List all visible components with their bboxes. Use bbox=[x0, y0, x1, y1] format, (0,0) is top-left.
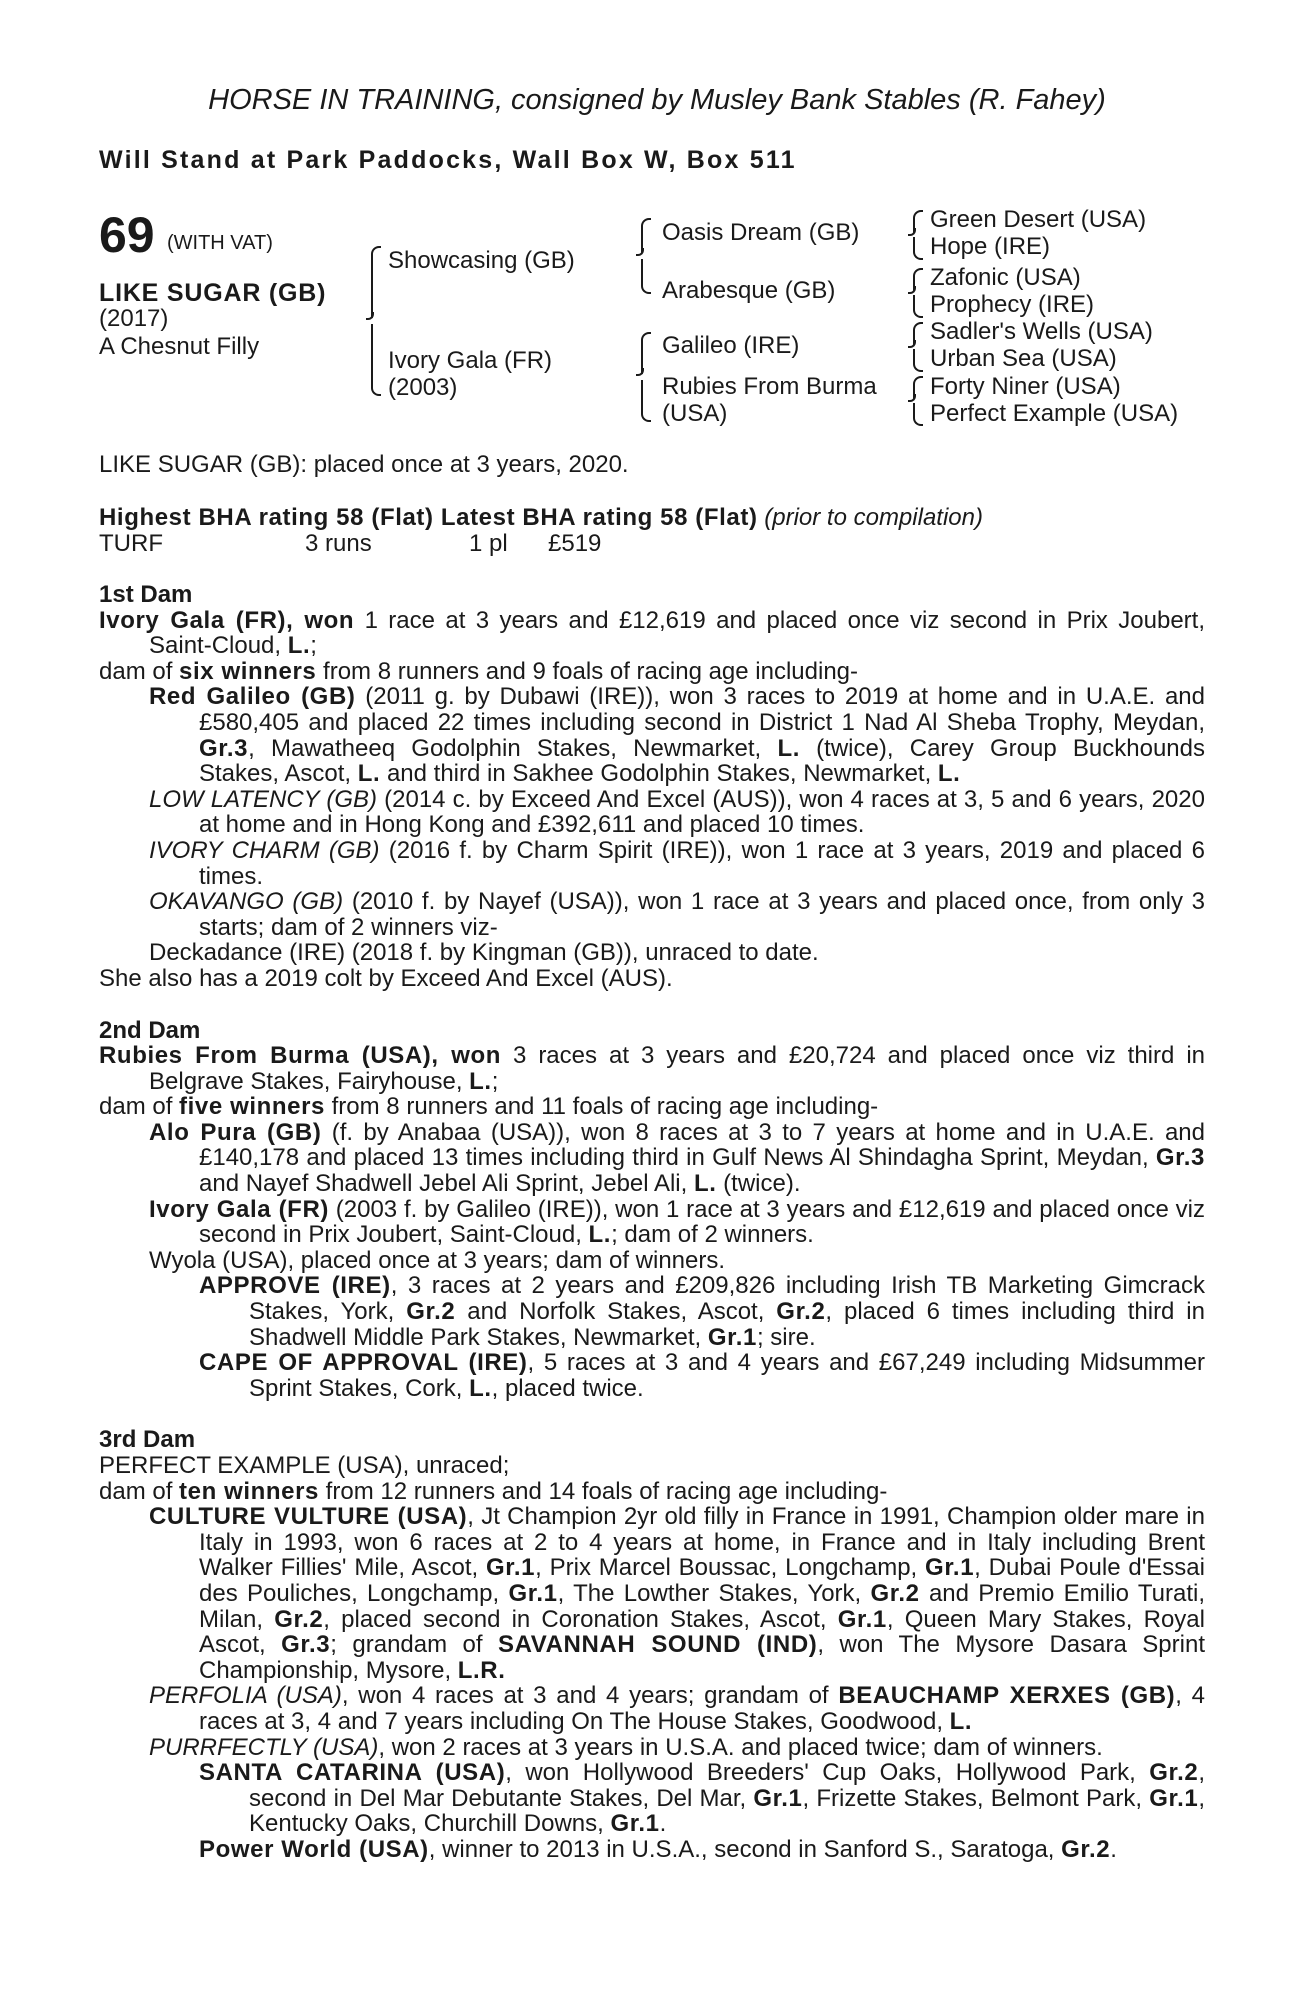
cv-grade-5: Gr.2 bbox=[274, 1605, 324, 1633]
pedigree-brace bbox=[908, 322, 922, 372]
ivory-gala-name: Ivory Gala (FR) bbox=[149, 1195, 329, 1223]
dam1-produce bbox=[99, 659, 1205, 685]
pedigree-dam-year: (2003) bbox=[388, 374, 458, 401]
red-galileo-listed-1: L. bbox=[777, 734, 800, 762]
dam1-produce-a: dam of bbox=[99, 657, 180, 685]
rating-text: Highest BHA rating 58 (Flat) Latest BHA rating 58 (Flat) bbox=[99, 504, 758, 531]
cv-grade-4: Gr.2 bbox=[870, 1579, 920, 1607]
produce-red-galileo bbox=[99, 684, 1205, 786]
dam1-text: 1 race at 3 years and £12,619 and placed once viz second in Prix Joubert, Saint-Cloud, bbox=[149, 606, 1206, 660]
ivory-gala-b: ; dam of 2 winners. bbox=[611, 1221, 814, 1249]
record-placed: 1 pl bbox=[469, 530, 508, 557]
horse-name: LIKE SUGAR (GB) bbox=[99, 279, 327, 307]
pedigree-brace bbox=[908, 210, 922, 260]
dam1-name: Ivory Gala (FR) bbox=[99, 606, 287, 634]
dam1-also: She also has a 2019 colt by Exceed And Excel (AUS). bbox=[99, 964, 673, 992]
purrfectly-name: PURRFECTLY (USA) bbox=[149, 1733, 379, 1761]
dam1-listed: L. bbox=[287, 632, 311, 660]
dam2-text: 3 races at 3 years and £20,724 and placed once viz third in Belgrave Stakes, Fairyhouse, bbox=[149, 1042, 1206, 1095]
pedigree-sire-dam: Arabesque (GB) bbox=[662, 277, 836, 304]
dam3-produce-b: ten winners bbox=[179, 1477, 320, 1505]
dam1-heading: 1st Dam bbox=[99, 581, 193, 608]
power-world-grade: Gr.2 bbox=[1061, 1835, 1111, 1863]
pedigree-sire-sire: Oasis Dream (GB) bbox=[662, 219, 860, 246]
pedigree-dam-dam: Rubies From Burma bbox=[662, 373, 877, 400]
dam1-record bbox=[99, 608, 1205, 659]
approve-d: ; sire. bbox=[756, 1323, 816, 1351]
santa-catarina-grade-3: Gr.1 bbox=[1149, 1784, 1199, 1812]
santa-catarina-name: SANTA CATARINA (USA) bbox=[199, 1759, 506, 1787]
horse-year: (2017) bbox=[99, 305, 169, 332]
pedigree-dam-sire: Galileo (IRE) bbox=[662, 332, 800, 359]
pedigree-sss: Green Desert (USA) bbox=[930, 206, 1147, 233]
alo-pura-b: and Nayef Shadwell Jebel Ali Sprint, Jebel Ali, bbox=[199, 1170, 694, 1198]
low-latency-name: LOW LATENCY (GB) bbox=[149, 785, 378, 813]
dam2-listed: L. bbox=[469, 1067, 492, 1095]
page-header: HORSE IN TRAINING, consigned by Musley Bank Stables (R. Fahey) bbox=[208, 84, 1106, 116]
bha-rating bbox=[99, 505, 1205, 531]
perfolia-a: , won 4 races at 3 and 4 years; grandam of bbox=[341, 1682, 839, 1710]
pedigree-dss: Sadler's Wells (USA) bbox=[930, 318, 1153, 345]
cv-c: , Dubai Poule d'Essai des Pouliches, Longchamp, bbox=[199, 1554, 1205, 1607]
pedigree-ssd: Hope (IRE) bbox=[930, 233, 1051, 260]
santa-catarina-d: , Kentucky Oaks, Churchill Downs, bbox=[249, 1784, 1205, 1838]
horse-description: A Chesnut Filly bbox=[99, 333, 260, 360]
dam2-end: ; bbox=[491, 1067, 499, 1095]
dam1-won: , won bbox=[286, 606, 355, 634]
alo-pura-a: (f. by Anabaa (USA)), won 8 races at 3 to 7 years at home and in U.A.E. and £140,178 and placed 13 times including third in Gulf News Al Shindagha Sprint, Meydan, bbox=[199, 1118, 1205, 1172]
produce-alo-pura bbox=[99, 1120, 1205, 1197]
pedigree-dam-dam-origin: (USA) bbox=[662, 400, 728, 427]
lot-vat: (WITH VAT) bbox=[167, 232, 273, 254]
pedigree-sdd: Prophecy (IRE) bbox=[930, 291, 1095, 318]
cv-listed-restricted: L.R. bbox=[457, 1656, 506, 1684]
produce-power-world bbox=[99, 1837, 1205, 1863]
cv-g: , Queen Mary Stakes, Royal Ascot, bbox=[199, 1605, 1205, 1659]
pedigree-brace bbox=[636, 332, 650, 422]
dam2-produce-a: dam of bbox=[99, 1093, 180, 1121]
dam3-produce-c: from 12 runners and 14 foals of racing age including- bbox=[319, 1477, 888, 1505]
red-galileo-c: (twice), Carey Group Buckhounds Stakes, Ascot, bbox=[199, 734, 1205, 788]
pedigree-dds: Forty Niner (USA) bbox=[930, 373, 1121, 400]
approve-b: and Norfolk Stakes, Ascot, bbox=[455, 1298, 777, 1326]
perfolia-listed: L. bbox=[949, 1707, 973, 1735]
cv-h: ; grandam of bbox=[330, 1631, 499, 1659]
ivory-charm-name: IVORY CHARM (GB) bbox=[149, 836, 380, 864]
lot-number: 69 bbox=[99, 207, 155, 263]
cape-name: CAPE OF APPROVAL (IRE) bbox=[199, 1349, 528, 1377]
red-galileo-d: and third in Sakhee Godolphin Stakes, Newmarket, bbox=[380, 760, 938, 788]
dam2-won: , won bbox=[431, 1042, 502, 1070]
pedigree-sds: Zafonic (USA) bbox=[930, 264, 1081, 291]
cv-f: , placed second in Coronation Stakes, Ascot, bbox=[323, 1605, 838, 1633]
ivory-gala-a: (2003 f. by Galileo (IRE)), won 1 race at 3 years and £12,619 and placed once viz second in Prix Joubert, Saint-Cloud, bbox=[199, 1195, 1205, 1249]
cape-listed: L. bbox=[469, 1374, 492, 1402]
pedigree-dsd: Urban Sea (USA) bbox=[930, 345, 1117, 372]
dam3-name: PERFECT EXAMPLE (USA), unraced; bbox=[99, 1452, 510, 1479]
performance-summary: LIKE SUGAR (GB): placed once at 3 years, 2020. bbox=[99, 451, 629, 478]
santa-catarina-a: , won Hollywood Breeders' Cup Oaks, Hollywood Park, bbox=[505, 1759, 1150, 1787]
ivory-charm-text: (2016 f. by Charm Spirit (IRE)), won 1 race at 3 years, 2019 and placed 6 times. bbox=[199, 836, 1205, 890]
power-world-b: . bbox=[1110, 1835, 1117, 1863]
pedigree-dam: Ivory Gala (FR) bbox=[388, 347, 553, 374]
dam1-produce-b: six winners bbox=[179, 657, 317, 685]
purrfectly-a: , won 2 races at 3 years in U.S.A. and placed twice; dam of winners. bbox=[378, 1733, 1103, 1761]
produce-wyola: Wyola (USA), placed once at 3 years; dam of winners. bbox=[149, 1246, 726, 1274]
pedigree-brace bbox=[366, 246, 380, 396]
alo-pura-name: Alo Pura (GB) bbox=[149, 1118, 322, 1146]
okavango-text: (2010 f. by Nayef (USA)), won 1 race at 3 years and placed once, from only 3 starts; dam of 2 winners viz- bbox=[199, 888, 1206, 941]
dam2-heading: 2nd Dam bbox=[99, 1016, 201, 1044]
perfolia-b: , 4 races at 3, 4 and 7 years including On The House Stakes, Goodwood, bbox=[199, 1682, 1205, 1735]
pedigree-sire: Showcasing (GB) bbox=[388, 247, 575, 274]
red-galileo-listed-3: L. bbox=[937, 760, 961, 788]
record-surface: TURF bbox=[99, 530, 163, 557]
red-galileo-b: , Mawatheeq Godolphin Stakes, Newmarket, bbox=[248, 734, 778, 762]
produce-ivory-gala bbox=[99, 1197, 1205, 1248]
cv-i: , won The Mysore Dasara Sprint Championship, Mysore, bbox=[199, 1631, 1205, 1684]
alo-pura-listed: L. bbox=[693, 1170, 717, 1198]
santa-catarina-c: , Frizette Stakes, Belmont Park, bbox=[802, 1784, 1150, 1812]
produce-deckadance: Deckadance (IRE) (2018 f. by Kingman (GB)), unraced to date. bbox=[149, 939, 819, 967]
dam2-name: Rubies From Burma (USA) bbox=[99, 1042, 432, 1070]
produce-culture-vulture bbox=[99, 1504, 1205, 1683]
cv-savannah-sound: SAVANNAH SOUND (IND) bbox=[498, 1631, 818, 1659]
cv-e: and Premio Emilio Turati, Milan, bbox=[199, 1579, 1205, 1633]
santa-catarina-grade-1: Gr.2 bbox=[1149, 1759, 1199, 1787]
produce-cape-of-approval bbox=[99, 1350, 1205, 1401]
alo-pura-c: (twice). bbox=[716, 1170, 801, 1198]
dam2-record bbox=[99, 1043, 1205, 1094]
produce-santa-catarina bbox=[99, 1760, 1205, 1837]
dam1-produce-c: from 8 runners and 9 foals of racing age including- bbox=[316, 657, 859, 685]
santa-catarina-b: , second in Del Mar Debutante Stakes, Del Mar, bbox=[249, 1759, 1205, 1812]
cv-name: CULTURE VULTURE (USA) bbox=[149, 1503, 468, 1531]
red-galileo-grade: Gr.3 bbox=[199, 734, 249, 762]
red-galileo-name: Red Galileo (GB) bbox=[149, 683, 356, 711]
cv-grade-6: Gr.1 bbox=[837, 1605, 887, 1633]
pedigree-brace bbox=[636, 218, 650, 294]
dam3-produce-a: dam of bbox=[99, 1477, 180, 1505]
santa-catarina-grade-4: Gr.1 bbox=[610, 1810, 660, 1838]
cv-grade-7: Gr.3 bbox=[281, 1631, 331, 1659]
dam3-produce bbox=[99, 1479, 1205, 1505]
santa-catarina-e: . bbox=[659, 1810, 667, 1838]
record-earnings: £519 bbox=[548, 530, 602, 557]
produce-approve bbox=[99, 1273, 1205, 1350]
perfolia-name: PERFOLIA (USA) bbox=[149, 1682, 342, 1710]
approve-grade-2: Gr.2 bbox=[776, 1298, 826, 1326]
stand-location: Will Stand at Park Paddocks, Wall Box W, Box 511 bbox=[99, 146, 797, 174]
approve-a: , 3 races at 2 years and £209,826 including Irish TB Marketing Gimcrack Stakes, York, bbox=[249, 1272, 1205, 1326]
ivory-gala-listed: L. bbox=[588, 1221, 612, 1249]
santa-catarina-grade-2: Gr.1 bbox=[753, 1784, 803, 1812]
produce-low-latency bbox=[99, 787, 1205, 838]
rating-note: (prior to compilation) bbox=[764, 504, 983, 531]
produce-ivory-charm bbox=[99, 838, 1205, 889]
approve-grade-3: Gr.1 bbox=[707, 1323, 757, 1351]
record-runs: 3 runs bbox=[305, 530, 372, 557]
produce-okavango bbox=[99, 889, 1205, 940]
cv-d: , The Lowther Stakes, York, bbox=[557, 1579, 871, 1607]
dam-sections bbox=[99, 582, 1205, 1863]
cv-grade-1: Gr.1 bbox=[486, 1554, 536, 1582]
dam3-heading: 3rd Dam bbox=[99, 1426, 196, 1454]
power-world-name: Power World (USA) bbox=[199, 1835, 429, 1863]
cape-b: , placed twice. bbox=[491, 1374, 644, 1402]
cv-grade-3: Gr.1 bbox=[508, 1579, 558, 1607]
pedigree-ddd: Perfect Example (USA) bbox=[930, 400, 1179, 427]
okavango-name: OKAVANGO (GB) bbox=[149, 888, 344, 916]
produce-purrfectly bbox=[99, 1735, 1205, 1761]
pedigree-brace bbox=[908, 268, 922, 318]
dam2-produce-c: from 8 runners and 11 foals of racing age including- bbox=[324, 1093, 879, 1121]
cape-a: , 5 races at 3 and 4 years and £67,249 including Midsummer Sprint Stakes, Cork, bbox=[249, 1349, 1205, 1402]
dam2-produce-b: five winners bbox=[179, 1093, 325, 1121]
red-galileo-a: (2011 g. by Dubawi (IRE)), won 3 races to 2019 at home and in U.A.E. and £580,405 and placed 22 times including second in District 1 Nad Al Sheba Trophy, Meydan, bbox=[199, 683, 1205, 736]
pedigree-brace bbox=[908, 376, 922, 426]
dam1-end: ; bbox=[310, 632, 317, 660]
power-world-a: , winner to 2013 in U.S.A., second in Sanford S., Saratoga, bbox=[428, 1835, 1062, 1863]
low-latency-text: (2014 c. by Exceed And Excel (AUS)), won 4 races at 3, 5 and 6 years, 2020 at home and in Hong Kong and £392,611 and placed 10 times. bbox=[199, 785, 1205, 839]
dam2-produce bbox=[99, 1094, 1205, 1120]
produce-perfolia bbox=[99, 1683, 1205, 1734]
approve-c: , placed 6 times including third in Shadwell Middle Park Stakes, Newmarket, bbox=[249, 1298, 1205, 1351]
cv-grade-2: Gr.1 bbox=[925, 1554, 975, 1582]
alo-pura-grade: Gr.3 bbox=[1155, 1144, 1205, 1172]
approve-grade-1: Gr.2 bbox=[406, 1298, 456, 1326]
perfolia-beauchamp-xerxes: BEAUCHAMP XERXES (GB) bbox=[838, 1682, 1176, 1710]
cv-a: , Jt Champion 2yr old filly in France in 1991, Champion older mare in Italy in 1993, won 6 races at 2 to 4 years at home, in France and in Italy including Brent Walker Fillies' Mile, Ascot, bbox=[199, 1503, 1205, 1582]
cv-b: , Prix Marcel Boussac, Longchamp, bbox=[535, 1554, 926, 1582]
approve-name: APPROVE (IRE) bbox=[199, 1272, 391, 1300]
red-galileo-listed-2: L. bbox=[357, 760, 381, 788]
